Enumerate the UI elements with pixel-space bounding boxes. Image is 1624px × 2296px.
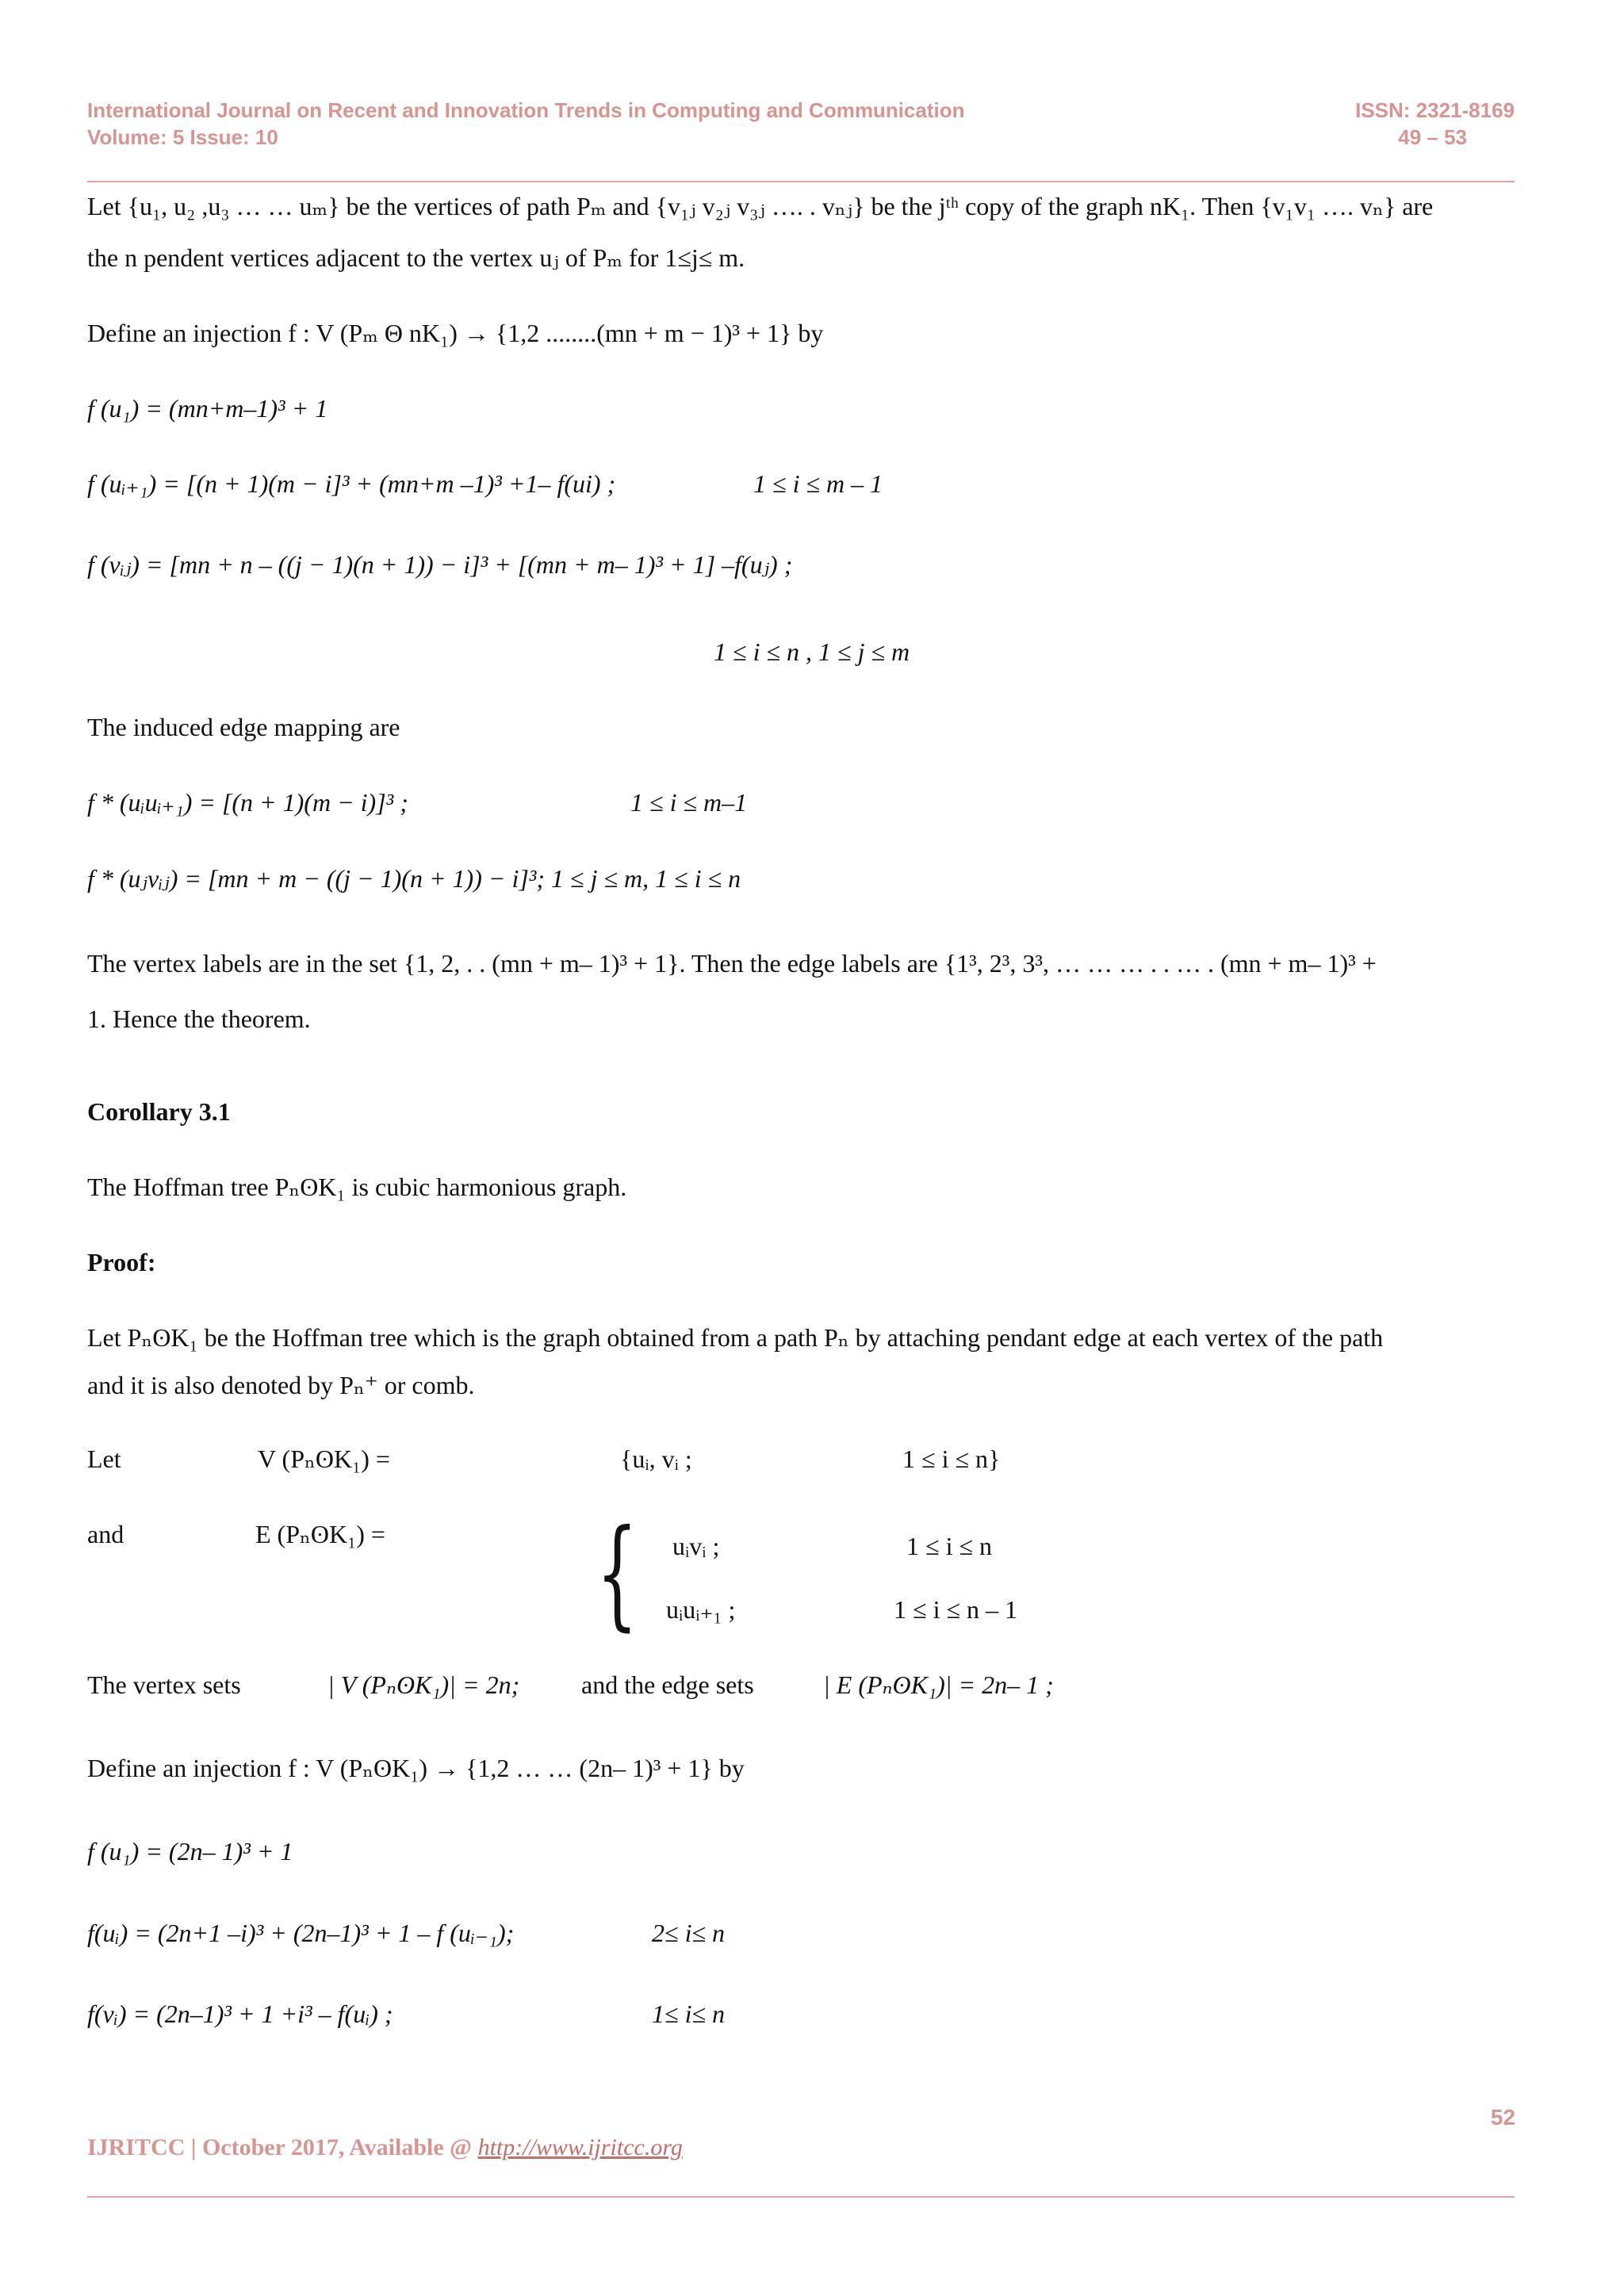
induced-edge-heading: The induced edge mapping are: [87, 713, 400, 741]
journal-title: International Journal on Recent and Innovation Trends in Computing and Communication: [87, 98, 965, 122]
formula-f-ui1-range: 1 ≤ i ≤ m – 1: [753, 469, 883, 498]
edge-set-name: E (PₙʘK₁) =: [255, 1520, 385, 1548]
volume-issue: Volume: 5 Issue: 10: [87, 125, 278, 149]
edge-set-range-1: 1 ≤ i ≤ n: [906, 1532, 993, 1560]
para-vertices-line2: the n pendent vertices adjacent to the vertex uⱼ of Pₘ for 1≤j≤ m.: [87, 243, 745, 272]
para-vertices-line1: Let {u₁, u₂ ,u₃ … … uₘ} be the vertices of path Pₘ and {v₁ⱼ v₂ⱼ v₃ⱼ …. . vₙⱼ} be the jᵗʰ copy of the graph nK₁. Then {v₁v₁ …. vₙ} are: [87, 192, 1434, 220]
vertex-set-range: 1 ≤ i ≤ n}: [902, 1445, 1001, 1473]
edge-set-value-2: uᵢuᵢ₊₁ ;: [666, 1595, 736, 1624]
formula-fstar-1: f * (uᵢuᵢ₊₁) = [(n + 1)(m − i)]³ ;: [87, 788, 408, 817]
footer-text: IJRITCC | October 2017, Available @: [87, 2134, 478, 2160]
footer: [87, 2134, 683, 2161]
vertex-sets-value: | V (PₙʘK₁)| = 2n;: [327, 1670, 520, 1699]
vertex-set-name: V (PₙʘK₁) =: [258, 1445, 390, 1473]
edge-set-value-1: uᵢvᵢ ;: [672, 1532, 720, 1560]
corollary-statement: The Hoffman tree PₙʘK₁ is cubic harmonious graph.: [87, 1173, 627, 1201]
corollary-heading: Corollary 3.1: [87, 1097, 231, 1126]
footer-rule: [87, 2196, 1515, 2198]
let-label: Let: [87, 1445, 121, 1473]
proof-line2: and it is also denoted by Pₙ⁺ or comb.: [87, 1371, 475, 1399]
page-number: 52: [1490, 2105, 1515, 2130]
edge-sets-value: | E (PₙʘK₁)| = 2n– 1 ;: [823, 1670, 1054, 1699]
formula-f-vij-range: 1 ≤ i ≤ n , 1 ≤ j ≤ m: [714, 637, 910, 666]
and-label: and: [87, 1520, 124, 1548]
proof-heading: Proof:: [87, 1248, 156, 1276]
vertex-sets-label: The vertex sets: [87, 1670, 241, 1699]
formula-f-u1: f (u₁) = (mn+m–1)³ + 1: [87, 394, 328, 423]
formula-fstar-1-range: 1 ≤ i ≤ m–1: [630, 788, 748, 817]
edge-sets-label: and the edge sets: [581, 1670, 754, 1699]
formula-f-ui1: f (uᵢ₊₁) = [(n + 1)(m − i]³ + (mn+m –1)³ +1– f(ui) ;: [87, 469, 616, 498]
formula-g-vi-range: 1≤ i≤ n: [652, 1999, 726, 2028]
formula-f-vij: f (vᵢⱼ) = [mn + n – ((j − 1)(n + 1)) − i]³ + [(mn + m– 1)³ + 1] –f(uⱼ) ;: [87, 550, 793, 579]
formula-g-ui: f(uᵢ) = (2n+1 –i)³ + (2n–1)³ + 1 – f (uᵢ₋₁);: [87, 1919, 515, 1947]
labels-line2: 1. Hence the theorem.: [87, 1004, 311, 1033]
formula-g-ui-range: 2≤ i≤ n: [652, 1919, 726, 1947]
vertex-set-value: {uᵢ, vᵢ ;: [620, 1445, 692, 1473]
definition-injection-1: Define an injection f : V (Pₘ Θ nK₁) → {1,2 ........(mn + m − 1)³ + 1} by: [87, 319, 824, 347]
definition-injection-2: Define an injection f : V (PₙʘK₁) → {1,2 … … (2n– 1)³ + 1} by: [87, 1754, 745, 1782]
edge-set-range-2: 1 ≤ i ≤ n – 1: [894, 1595, 1018, 1624]
labels-line1: The vertex labels are in the set {1, 2, . . (mn + m– 1)³ + 1}. Then the edge labels are {1³, 2³, 3³, … … … . . … . (mn + m– 1)³ +: [87, 949, 1377, 978]
formula-fstar-2: f * (uⱼvᵢⱼ) = [mn + m − ((j − 1)(n + 1)) − i]³; 1 ≤ j ≤ m, 1 ≤ i ≤ n: [87, 864, 741, 893]
header-rule: [87, 181, 1515, 182]
proof-line1: Let PₙʘK₁ be the Hoffman tree which is the graph obtained from a path Pₙ by attaching pendant edge at each vertex of the path: [87, 1323, 1384, 1352]
formula-g-u1: f (u₁) = (2n– 1)³ + 1: [87, 1837, 293, 1866]
issn: ISSN: 2321-8169: [1355, 98, 1515, 122]
formula-g-vi: f(vᵢ) = (2n–1)³ + 1 +i³ – f(uᵢ) ;: [87, 1999, 393, 2028]
page-range: 49 – 53: [1398, 125, 1467, 149]
left-brace: {: [596, 1505, 638, 1643]
footer-link[interactable]: http://www.ijritcc.org: [477, 2134, 683, 2160]
